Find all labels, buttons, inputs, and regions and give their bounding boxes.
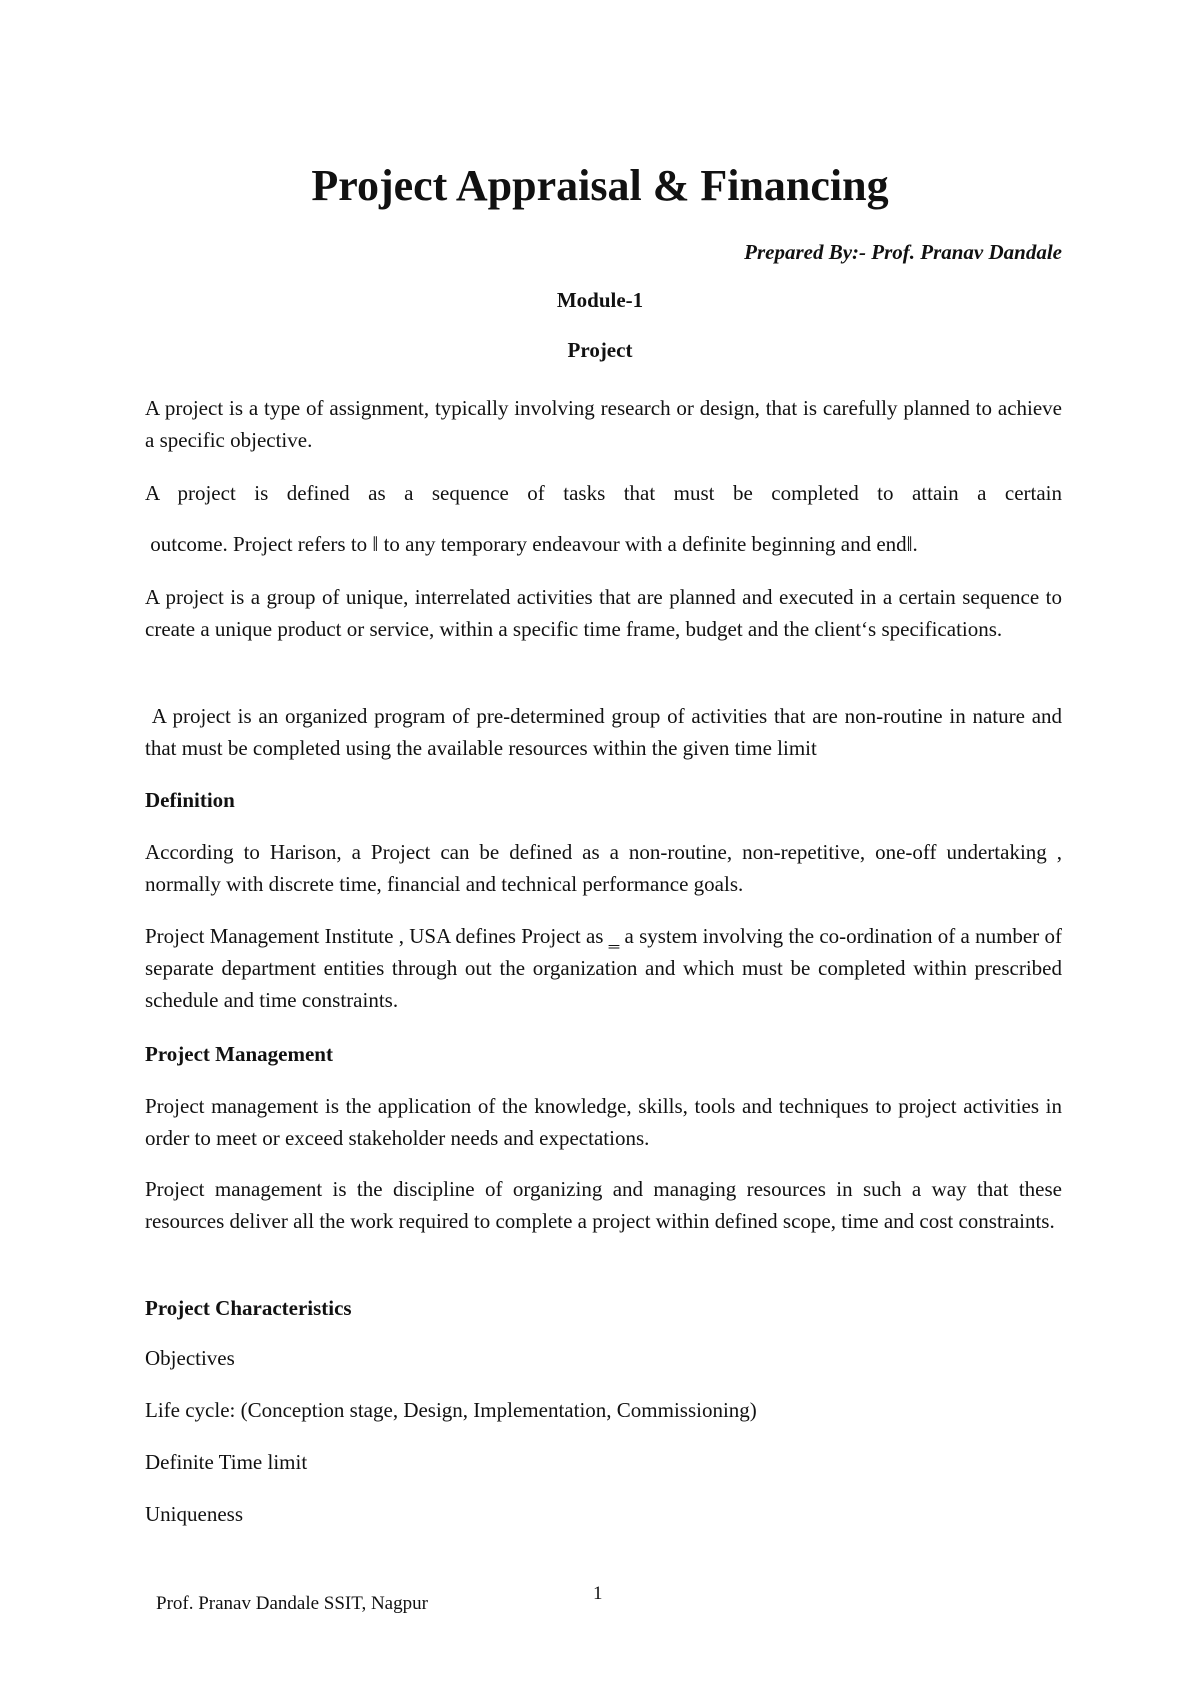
definition-heading: Definition	[145, 788, 235, 812]
list-item: Objectives	[145, 1346, 235, 1370]
document-title: Project Appraisal & Financing	[311, 161, 889, 210]
project-management-heading: Project Management	[145, 1042, 333, 1066]
page-number: 1	[593, 1583, 603, 1604]
paragraph: A project is an organized program of pre-determined group of activities that are non-routine in nature and that must be completed using the available resources within the given time limit	[145, 704, 1068, 760]
paragraph: outcome. Project refers to ‖ to any temporary endeavour with a definite beginning and end‖.	[145, 532, 918, 556]
list-item: Definite Time limit	[145, 1450, 308, 1474]
paragraph: A project is a group of unique, interrelated activities that are planned and executed in a certain sequence to create a unique product or service, within a specific time frame, budget and the client‘s specifications.	[145, 585, 1062, 641]
paragraph: Project management is the application of the knowledge, skills, tools and techniques to project activities in order to meet or exceed stakeholder needs and expectations.	[145, 1094, 1062, 1150]
list-item: Life cycle: (Conception stage, Design, Implementation, Commissioning)	[145, 1398, 757, 1422]
paragraph: A project is a type of assignment, typically involving research or design, that is carefully planned to achieve a specific objective.	[145, 396, 1062, 452]
module-label: Module-1	[556, 288, 644, 312]
section-title: Project	[567, 338, 633, 362]
paragraph: According to Harison, a Project can be defined as a non-routine, non-repetitive, one-off undertaking , normally with discrete time, financial and technical performance goals.	[145, 840, 1062, 896]
prepared-by: Prepared By:- Prof. Pranav Dandale	[744, 240, 1062, 264]
paragraph: Project Management Institute , USA defines Project as ‗ a system involving the co-ordination of a number of separate department entities through out the organization and which must be completed within prescribed schedule and time constraints.	[145, 924, 1062, 1012]
paragraph: A project is defined as a sequence of tasks that must be completed to attain a certain	[145, 481, 1062, 505]
paragraph: Project management is the discipline of organizing and managing resources in such a way that these resources deliver all the work required to complete a project within defined scope, time and cost constraints.	[145, 1177, 1062, 1233]
footer-author: Prof. Pranav Dandale SSIT, Nagpur	[156, 1593, 428, 1614]
characteristics-heading: Project Characteristics	[145, 1296, 352, 1320]
list-item: Uniqueness	[145, 1502, 243, 1526]
